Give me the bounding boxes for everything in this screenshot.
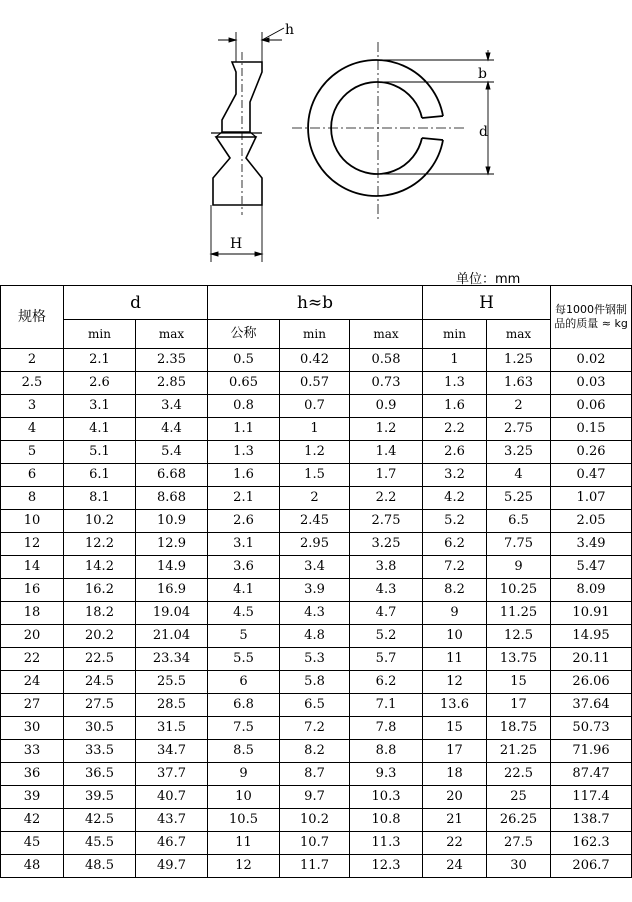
cell-H-max: 7.75 [487,533,551,556]
header-H-min: min [423,320,487,349]
header-mass: 每1000件钢制品的质量 ≈ kg [551,286,632,349]
cell-mass: 71.96 [551,740,632,763]
cell-H-max: 5.25 [487,487,551,510]
header-hb-max: max [350,320,423,349]
cell-hb-max: 7.1 [350,694,423,717]
cell-H-max: 4 [487,464,551,487]
cell-hb-min: 1.5 [280,464,350,487]
cell-H-min: 1.3 [423,372,487,395]
cell-hb-max: 2.75 [350,510,423,533]
table-row [1,809,632,832]
cell-d-max: 5.4 [136,441,208,464]
cell-spec: 30 [1,717,64,740]
cell-spec: 33 [1,740,64,763]
header-hb-nominal: 公称 [208,320,280,349]
table-row [1,763,632,786]
cell-mass: 10.91 [551,602,632,625]
cell-hb-max: 8.8 [350,740,423,763]
cell-hb-min: 6.5 [280,694,350,717]
cell-hb-max: 10.8 [350,809,423,832]
table-row [1,717,632,740]
cell-mass: 5.47 [551,556,632,579]
cell-spec: 27 [1,694,64,717]
cell-hb-max: 3.25 [350,533,423,556]
unit-label: 单位：mm [456,272,521,287]
cell-d-min: 33.5 [64,740,136,763]
cell-d-max: 49.7 [136,855,208,878]
header-H-max: max [487,320,551,349]
cell-spec: 45 [1,832,64,855]
cell-hb-max: 9.3 [350,763,423,786]
table-row [1,832,632,855]
cell-H-min: 1 [423,349,487,372]
spec-table [0,285,632,878]
cell-d-min: 2.1 [64,349,136,372]
table-row [1,579,632,602]
table-row [1,671,632,694]
cell-d-max: 19.04 [136,602,208,625]
table-row [1,533,632,556]
cell-d-min: 22.5 [64,648,136,671]
cell-hb-max: 0.73 [350,372,423,395]
cell-hb-nominal: 1.6 [208,464,280,487]
cell-d-min: 14.2 [64,556,136,579]
cell-H-max: 13.75 [487,648,551,671]
cell-mass: 206.7 [551,855,632,878]
cell-hb-nominal: 3.1 [208,533,280,556]
cell-hb-nominal: 4.5 [208,602,280,625]
cell-d-max: 46.7 [136,832,208,855]
cell-mass: 0.02 [551,349,632,372]
cell-H-min: 8.2 [423,579,487,602]
table-row [1,786,632,809]
cell-spec: 8 [1,487,64,510]
table-row [1,740,632,763]
header-spec: 规格 [1,286,64,349]
cell-d-min: 8.1 [64,487,136,510]
cell-hb-nominal: 5.5 [208,648,280,671]
cell-d-max: 16.9 [136,579,208,602]
cell-spec: 39 [1,786,64,809]
table-row [1,372,632,395]
cell-d-min: 24.5 [64,671,136,694]
cell-spec: 20 [1,625,64,648]
cell-hb-max: 2.2 [350,487,423,510]
cell-hb-max: 1.4 [350,441,423,464]
cell-H-max: 26.25 [487,809,551,832]
cell-d-min: 2.6 [64,372,136,395]
cell-H-min: 18 [423,763,487,786]
cell-hb-nominal: 0.8 [208,395,280,418]
cell-H-min: 7.2 [423,556,487,579]
cell-H-min: 5.2 [423,510,487,533]
cell-H-max: 18.75 [487,717,551,740]
cell-H-max: 1.25 [487,349,551,372]
cell-d-max: 12.9 [136,533,208,556]
cell-hb-max: 3.8 [350,556,423,579]
cell-hb-min: 3.4 [280,556,350,579]
dim-h [218,28,284,62]
cell-d-min: 42.5 [64,809,136,832]
dim-H-label: H [230,236,243,252]
cell-mass: 0.06 [551,395,632,418]
cell-hb-min: 2 [280,487,350,510]
cell-d-max: 21.04 [136,625,208,648]
cell-hb-nominal: 2.1 [208,487,280,510]
table-row [1,556,632,579]
cell-hb-nominal: 6 [208,671,280,694]
cell-H-min: 3.2 [423,464,487,487]
cell-hb-max: 1.2 [350,418,423,441]
table-row [1,648,632,671]
cell-hb-max: 5.7 [350,648,423,671]
table-body [1,349,632,878]
cell-hb-max: 0.58 [350,349,423,372]
cell-H-min: 24 [423,855,487,878]
cell-hb-nominal: 7.5 [208,717,280,740]
cell-hb-max: 10.3 [350,786,423,809]
cell-mass: 14.95 [551,625,632,648]
cell-hb-nominal: 5 [208,625,280,648]
cell-hb-nominal: 6.8 [208,694,280,717]
cell-d-max: 23.34 [136,648,208,671]
cell-mass: 0.26 [551,441,632,464]
cell-d-min: 39.5 [64,786,136,809]
cell-d-max: 8.68 [136,487,208,510]
cell-hb-nominal: 2.6 [208,510,280,533]
cell-H-max: 2 [487,395,551,418]
cell-hb-nominal: 1.1 [208,418,280,441]
cell-spec: 3 [1,395,64,418]
cell-mass: 87.47 [551,763,632,786]
cell-H-max: 11.25 [487,602,551,625]
cell-hb-min: 5.3 [280,648,350,671]
dim-b-d [378,50,494,174]
table-row [1,395,632,418]
cell-hb-nominal: 0.65 [208,372,280,395]
header-hb-min: min [280,320,350,349]
cell-d-max: 34.7 [136,740,208,763]
cell-H-min: 15 [423,717,487,740]
cell-d-min: 48.5 [64,855,136,878]
header-d: d [64,286,208,320]
washer-side-view [211,62,262,205]
cell-hb-nominal: 10 [208,786,280,809]
table-row [1,694,632,717]
header-h-b: h≈b [208,286,423,320]
cell-d-max: 10.9 [136,510,208,533]
cell-hb-min: 0.42 [280,349,350,372]
washer-drawing [0,0,632,270]
cell-mass: 8.09 [551,579,632,602]
cell-d-max: 4.4 [136,418,208,441]
table-row [1,487,632,510]
cell-d-min: 30.5 [64,717,136,740]
cell-spec: 2 [1,349,64,372]
cell-d-min: 18.2 [64,602,136,625]
table-row [1,510,632,533]
cell-hb-min: 4.3 [280,602,350,625]
cell-hb-nominal: 4.1 [208,579,280,602]
header-d-min: min [64,320,136,349]
cell-H-max: 25 [487,786,551,809]
cell-hb-min: 0.57 [280,372,350,395]
cell-hb-min: 8.7 [280,763,350,786]
cell-mass: 20.11 [551,648,632,671]
cell-spec: 5 [1,441,64,464]
dim-b-label: b [478,66,487,82]
cell-hb-nominal: 3.6 [208,556,280,579]
cell-H-min: 2.6 [423,441,487,464]
cell-d-max: 31.5 [136,717,208,740]
cell-mass: 3.49 [551,533,632,556]
cell-d-min: 45.5 [64,832,136,855]
cell-hb-min: 2.95 [280,533,350,556]
cell-d-max: 2.85 [136,372,208,395]
cell-mass: 50.73 [551,717,632,740]
cell-hb-nominal: 0.5 [208,349,280,372]
cell-H-max: 27.5 [487,832,551,855]
cell-hb-min: 1.2 [280,441,350,464]
cell-H-min: 6.2 [423,533,487,556]
cell-hb-min: 4.8 [280,625,350,648]
cell-H-max: 1.63 [487,372,551,395]
table-row [1,441,632,464]
table-row [1,418,632,441]
cell-spec: 24 [1,671,64,694]
cell-H-min: 12 [423,671,487,694]
cell-d-max: 3.4 [136,395,208,418]
cell-H-max: 9 [487,556,551,579]
cell-spec: 36 [1,763,64,786]
cell-d-max: 2.35 [136,349,208,372]
cell-d-max: 40.7 [136,786,208,809]
cell-hb-nominal: 10.5 [208,809,280,832]
cell-d-max: 28.5 [136,694,208,717]
cell-spec: 2.5 [1,372,64,395]
cell-hb-min: 1 [280,418,350,441]
cell-hb-max: 1.7 [350,464,423,487]
cell-H-max: 6.5 [487,510,551,533]
cell-d-min: 5.1 [64,441,136,464]
cell-hb-min: 10.7 [280,832,350,855]
cell-H-min: 21 [423,809,487,832]
cell-H-min: 1.6 [423,395,487,418]
cell-H-min: 20 [423,786,487,809]
cell-spec: 6 [1,464,64,487]
cell-d-min: 12.2 [64,533,136,556]
cell-hb-min: 2.45 [280,510,350,533]
cell-hb-min: 10.2 [280,809,350,832]
cell-mass: 138.7 [551,809,632,832]
cell-H-max: 21.25 [487,740,551,763]
cell-H-min: 11 [423,648,487,671]
cell-H-min: 17 [423,740,487,763]
cell-hb-min: 0.7 [280,395,350,418]
cell-spec: 18 [1,602,64,625]
cell-d-max: 6.68 [136,464,208,487]
cell-hb-min: 7.2 [280,717,350,740]
cell-H-max: 15 [487,671,551,694]
cell-d-min: 4.1 [64,418,136,441]
cell-H-max: 3.25 [487,441,551,464]
cell-mass: 0.03 [551,372,632,395]
cell-spec: 22 [1,648,64,671]
cell-hb-nominal: 9 [208,763,280,786]
cell-hb-max: 4.3 [350,579,423,602]
cell-d-max: 14.9 [136,556,208,579]
cell-mass: 0.15 [551,418,632,441]
cell-spec: 12 [1,533,64,556]
cell-hb-min: 8.2 [280,740,350,763]
cell-hb-nominal: 12 [208,855,280,878]
cell-hb-min: 11.7 [280,855,350,878]
cell-H-max: 2.75 [487,418,551,441]
cell-H-min: 10 [423,625,487,648]
table-row [1,855,632,878]
cell-spec: 10 [1,510,64,533]
cell-mass: 37.64 [551,694,632,717]
cell-d-min: 3.1 [64,395,136,418]
cell-H-min: 22 [423,832,487,855]
cell-H-max: 10.25 [487,579,551,602]
dim-h-label: h [285,22,295,38]
dim-d-label: d [479,124,488,140]
cell-H-max: 12.5 [487,625,551,648]
cell-spec: 14 [1,556,64,579]
cell-spec: 48 [1,855,64,878]
cell-d-min: 27.5 [64,694,136,717]
cell-mass: 26.06 [551,671,632,694]
table-row [1,464,632,487]
dim-H [211,205,262,262]
cell-hb-max: 12.3 [350,855,423,878]
cell-hb-nominal: 1.3 [208,441,280,464]
cell-d-max: 43.7 [136,809,208,832]
cell-d-max: 37.7 [136,763,208,786]
cell-H-max: 17 [487,694,551,717]
cell-H-min: 13.6 [423,694,487,717]
table-row [1,349,632,372]
cell-H-max: 22.5 [487,763,551,786]
cell-hb-max: 5.2 [350,625,423,648]
cell-hb-max: 11.3 [350,832,423,855]
cell-hb-min: 3.9 [280,579,350,602]
table-row [1,625,632,648]
cell-hb-nominal: 8.5 [208,740,280,763]
cell-mass: 162.3 [551,832,632,855]
cell-hb-max: 7.8 [350,717,423,740]
cell-hb-max: 4.7 [350,602,423,625]
cell-H-min: 2.2 [423,418,487,441]
cell-mass: 1.07 [551,487,632,510]
cell-hb-min: 9.7 [280,786,350,809]
cell-hb-max: 0.9 [350,395,423,418]
header-H: H [423,286,551,320]
cell-d-min: 6.1 [64,464,136,487]
header-d-max: max [136,320,208,349]
cell-d-max: 25.5 [136,671,208,694]
cell-mass: 0.47 [551,464,632,487]
cell-mass: 117.4 [551,786,632,809]
cell-d-min: 10.2 [64,510,136,533]
cell-mass: 2.05 [551,510,632,533]
cell-spec: 4 [1,418,64,441]
cell-spec: 42 [1,809,64,832]
cell-spec: 16 [1,579,64,602]
cell-H-min: 9 [423,602,487,625]
cell-d-min: 20.2 [64,625,136,648]
cell-H-min: 4.2 [423,487,487,510]
cell-d-min: 36.5 [64,763,136,786]
cell-H-max: 30 [487,855,551,878]
cell-hb-nominal: 11 [208,832,280,855]
cell-hb-min: 5.8 [280,671,350,694]
table-row [1,602,632,625]
cell-d-min: 16.2 [64,579,136,602]
cell-hb-max: 6.2 [350,671,423,694]
